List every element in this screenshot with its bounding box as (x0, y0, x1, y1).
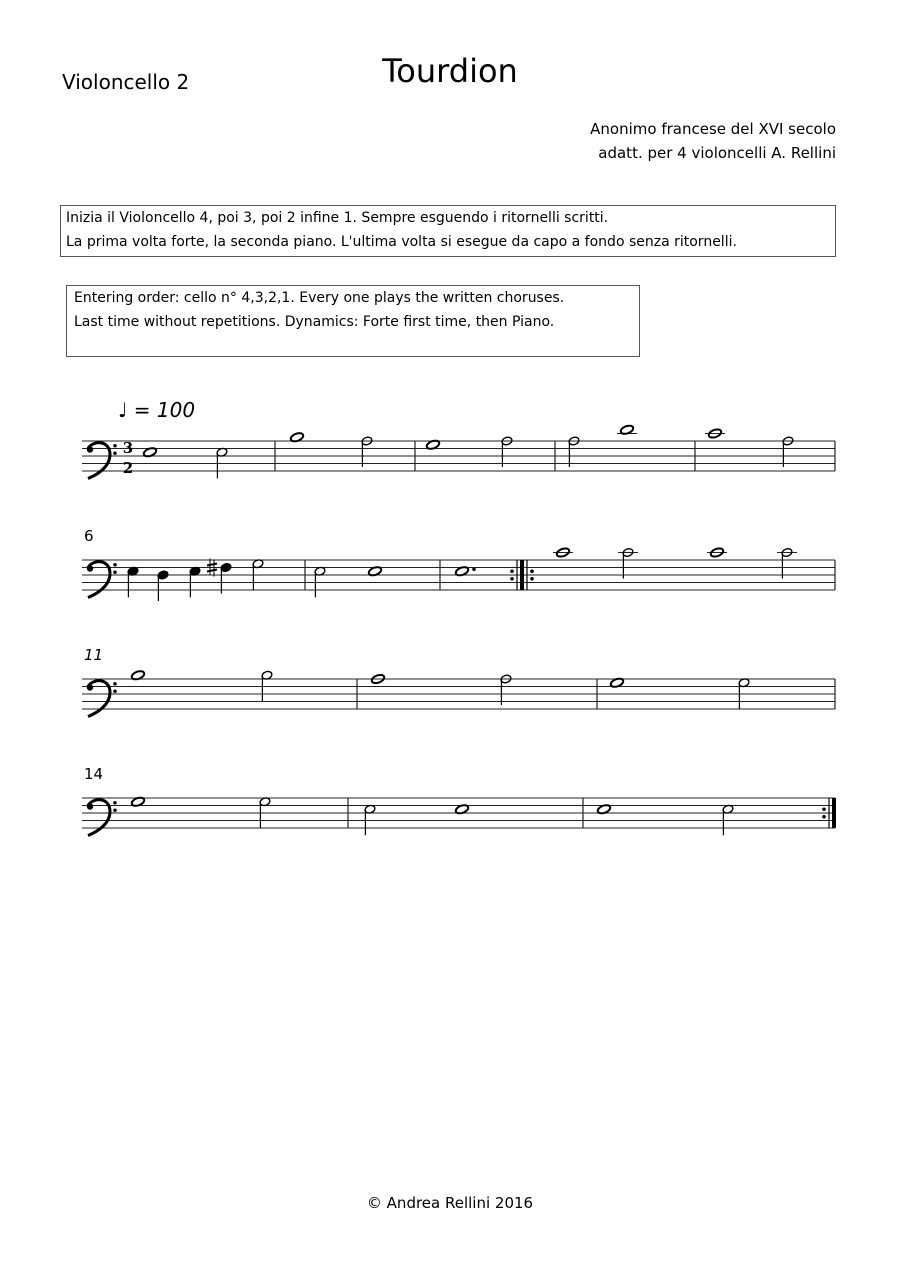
time-signature-bottom: 2 (122, 459, 134, 477)
bass-clef-dot (87, 446, 93, 452)
bass-clef-dot (113, 444, 117, 448)
tempo-marking: ♩ = 100 (118, 398, 196, 422)
repeat-dot (822, 807, 826, 811)
measure-number: 11 (84, 646, 104, 664)
piece-title: Tourdion (382, 52, 518, 90)
thick-barline (520, 560, 524, 590)
instruction-line: Entering order: cello n° 4,3,2,1. Every one plays the written choruses. (74, 290, 565, 306)
repeat-dot (822, 815, 826, 819)
measure-number: 6 (84, 527, 94, 545)
augmentation-dot (472, 567, 476, 571)
repeat-dot (510, 577, 514, 581)
repeat-dot (530, 577, 534, 581)
staves (82, 424, 836, 835)
repeat-dot (530, 569, 534, 573)
instruction-line: La prima volta forte, la seconda piano. L'ultima volta si esegue da capo a fondo senza ritornelli. (66, 234, 737, 250)
bass-clef-dot (87, 565, 93, 571)
copyright: © Andrea Rellini 2016 (366, 1194, 534, 1212)
bass-clef-dot (113, 689, 117, 693)
measure-number: 14 (84, 765, 104, 783)
thick-barline (832, 798, 836, 828)
bass-clef-dot (113, 808, 117, 812)
instruction-line: Last time without repetitions. Dynamics: Forte first time, then Piano. (74, 314, 555, 330)
instruction-line: Inizia il Violoncello 4, poi 3, poi 2 infine 1. Sempre esguendo i ritornelli scritti. (66, 210, 609, 226)
repeat-dot (510, 569, 514, 573)
sharp-icon (207, 564, 217, 566)
time-signature-top: 3 (122, 439, 134, 457)
bass-clef-dot (113, 451, 117, 455)
composer-credit: Anonimo francese del XVI secolo (590, 120, 836, 138)
bass-clef-dot (113, 570, 117, 574)
instrument-name: Violoncello 2 (62, 70, 190, 94)
bass-clef-dot (113, 563, 117, 567)
bass-clef-dot (87, 684, 93, 690)
bass-clef-dot (113, 801, 117, 805)
sharp-icon (207, 570, 217, 572)
bass-clef-dot (87, 803, 93, 809)
bass-clef-dot (113, 682, 117, 686)
arranger-credit: adatt. per 4 violoncelli A. Rellini (598, 144, 836, 162)
